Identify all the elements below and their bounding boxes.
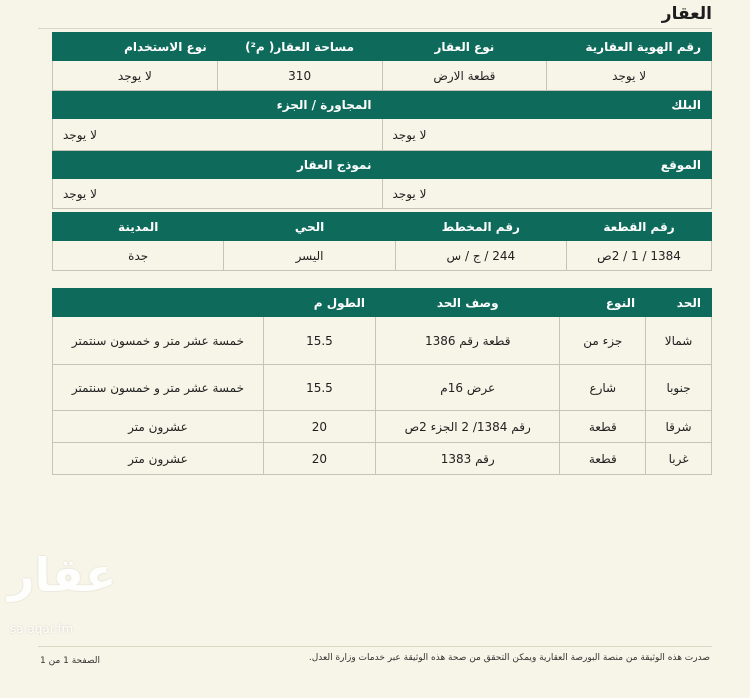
cell-length-words: خمسة عشر متر و خمسون سنتمتر <box>53 365 264 411</box>
cell-type: قطعة <box>560 411 646 443</box>
table-row <box>53 411 712 443</box>
value-city: جدة <box>53 241 224 271</box>
header-row <box>53 33 712 61</box>
cell-side: شرقا <box>646 411 712 443</box>
header-property-type: نوع العقار <box>382 33 547 61</box>
property-info-table <box>52 32 712 209</box>
header-type: النوع <box>560 289 646 317</box>
value-row <box>53 61 712 91</box>
header-row <box>53 289 712 317</box>
header-district: الحي <box>224 213 395 241</box>
footer-note: صدرت هذه الوثيقة من منصة البورصة العقارية ويمكن التحقق من صحة هذه الوثيقة عبر خدمات وزارة العدل. <box>308 653 710 663</box>
value-usage-type: لا يوجد <box>53 61 218 91</box>
footer-divider <box>38 646 712 647</box>
header-description: وصف الحد <box>375 289 560 317</box>
table-row <box>53 443 712 475</box>
value-district: اليسر <box>224 241 395 271</box>
header-length: الطول م <box>53 289 376 317</box>
header-neighborhood-part: المجاورة / الجزء <box>53 91 383 119</box>
value-location: لا يوجد <box>382 179 712 209</box>
cell-description: رقم 1383 <box>375 443 560 475</box>
header-location: الموقع <box>382 151 712 179</box>
aqar-logo-watermark: عقار <box>8 548 117 602</box>
page-number: الصفحة 1 من 1 <box>40 656 100 666</box>
cell-length: 15.5 <box>263 317 375 365</box>
value-area: 310 <box>217 61 382 91</box>
value-row <box>53 241 712 271</box>
cell-description: قطعة رقم 1386 <box>375 317 560 365</box>
value-plan-number: 244 / ج / س <box>395 241 566 271</box>
cell-description: رقم 1384/ 2 الجزء 2ص <box>375 411 560 443</box>
cell-description: عرض 16م <box>375 365 560 411</box>
header-usage-type: نوع الاستخدام <box>53 33 218 61</box>
header-side: الحد <box>646 289 712 317</box>
table-row <box>53 317 712 365</box>
header-plot-number: رقم القطعة <box>567 213 712 241</box>
cell-length-words: عشرون متر <box>53 411 264 443</box>
header-plan-number: رقم المخطط <box>395 213 566 241</box>
watermark-url: sa.aqar.fm <box>10 622 74 636</box>
cell-length: 15.5 <box>263 365 375 411</box>
header-property-model: نموذج العقار <box>53 151 383 179</box>
divider <box>38 28 712 29</box>
value-block: لا يوجد <box>382 119 712 151</box>
header-city: المدينة <box>53 213 224 241</box>
value-plot-number: 1384 / 1 / 2ص <box>567 241 712 271</box>
section-title: العقار <box>661 4 712 24</box>
header-row <box>53 91 712 119</box>
cell-length-words: خمسة عشر متر و خمسون سنتمتر <box>53 317 264 365</box>
value-row <box>53 119 712 151</box>
value-property-model: لا يوجد <box>53 179 383 209</box>
header-row <box>53 151 712 179</box>
header-block: البلك <box>382 91 712 119</box>
table-row <box>53 365 712 411</box>
cell-side: غربا <box>646 443 712 475</box>
plot-info-table <box>52 212 712 271</box>
value-real-estate-id: لا يوجد <box>547 61 712 91</box>
cell-length: 20 <box>263 443 375 475</box>
cell-type: جزء من <box>560 317 646 365</box>
cell-side: جنوبا <box>646 365 712 411</box>
header-real-estate-id: رقم الهوية العقارية <box>547 33 712 61</box>
header-row <box>53 213 712 241</box>
cell-type: شارع <box>560 365 646 411</box>
value-property-type: قطعة الارض <box>382 61 547 91</box>
cell-length-words: عشرون متر <box>53 443 264 475</box>
value-row <box>53 179 712 209</box>
cell-side: شمالا <box>646 317 712 365</box>
cell-type: قطعة <box>560 443 646 475</box>
value-neighborhood-part: لا يوجد <box>53 119 383 151</box>
header-area: مساحة العقار( م²) <box>217 33 382 61</box>
cell-length: 20 <box>263 411 375 443</box>
boundaries-table <box>52 288 712 475</box>
